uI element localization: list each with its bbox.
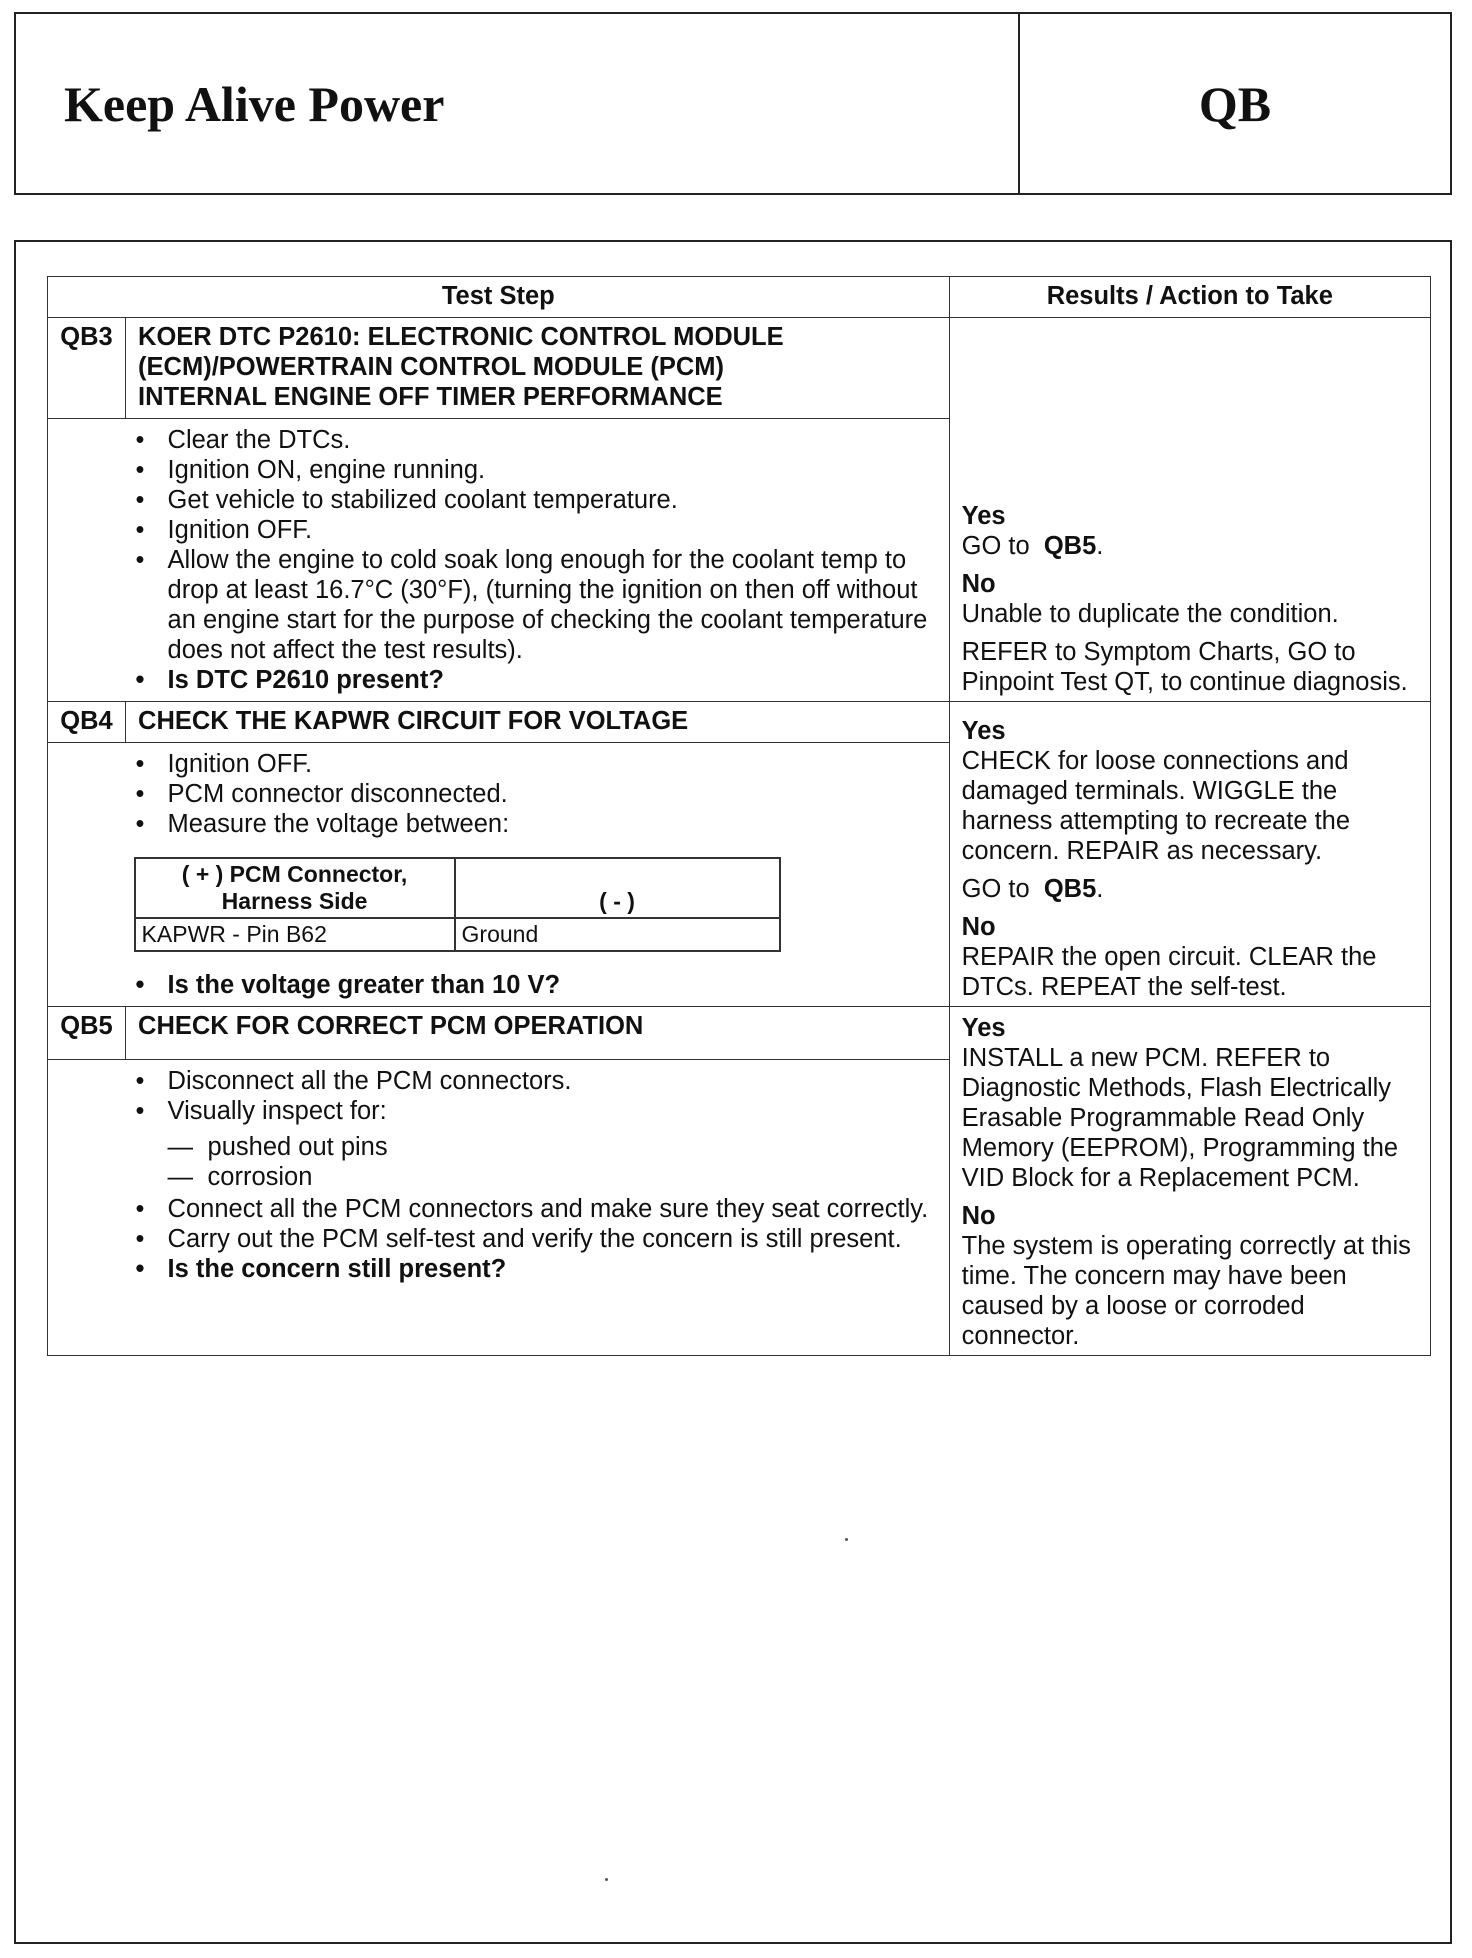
list-item: • Ignition OFF. bbox=[126, 515, 941, 545]
result-no-text: REPAIR the open circuit. CLEAR the DTCs. REPEAT the self-test. bbox=[961, 943, 1377, 1001]
list-item: • Ignition OFF. bbox=[126, 749, 941, 779]
list-item: • PCM connector disconnected. bbox=[126, 779, 941, 809]
step-body bbox=[126, 419, 950, 702]
result-no-text: Unable to duplicate the condition. bbox=[961, 600, 1339, 628]
section-code: QB bbox=[1198, 75, 1272, 132]
step-result bbox=[949, 702, 1430, 1007]
step-title-row bbox=[48, 702, 1431, 743]
step-bullets bbox=[126, 1194, 941, 1284]
step-id: QB5 bbox=[48, 1007, 126, 1060]
list-item: • Disconnect all the PCM connectors. bbox=[126, 1066, 941, 1096]
step-id: QB4 bbox=[48, 702, 126, 743]
list-item: • Visually inspect for: bbox=[126, 1096, 941, 1126]
step-bullets bbox=[126, 1066, 941, 1126]
list-item: • Ignition ON, engine running. bbox=[126, 455, 941, 485]
page-title: Keep Alive Power bbox=[16, 14, 1020, 193]
step-body bbox=[126, 1059, 950, 1355]
step-title-row bbox=[48, 1007, 1431, 1060]
table-cell: Ground bbox=[455, 918, 780, 951]
step-title-line: (ECM)/POWERTRAIN CONTROL MODULE (PCM) bbox=[138, 353, 725, 381]
step-bullets bbox=[126, 425, 941, 695]
result-yes-label: Yes bbox=[961, 1014, 1006, 1042]
result-no-text: The system is operating correctly at this time. The concern may have been caused by a loose or corroded connector. bbox=[961, 1232, 1411, 1350]
list-item: — corrosion bbox=[168, 1162, 941, 1192]
result-no-text-2: REFER to Symptom Charts, GO to Pinpoint Test QT, to continue diagnosis. bbox=[961, 638, 1408, 696]
goto-text: GO to bbox=[961, 875, 1030, 903]
list-item: • Carry out the PCM self-test and verify the concern is still present. bbox=[126, 1224, 941, 1254]
list-item: • Connect all the PCM connectors and make sure they seat correctly. bbox=[126, 1194, 941, 1224]
goto-text: GO to bbox=[961, 532, 1030, 560]
test-step-table bbox=[47, 276, 1431, 1356]
step-result bbox=[949, 1007, 1430, 1356]
step-title-line: INTERNAL ENGINE OFF TIMER PERFORMANCE bbox=[138, 383, 723, 411]
test-step-header: Test Step bbox=[48, 277, 950, 318]
list-item: • Get vehicle to stabilized coolant temperature. bbox=[126, 485, 941, 515]
result-yes-goto: GO to QB5. bbox=[961, 532, 1104, 560]
result-no-label: No bbox=[961, 570, 996, 598]
result-no-label: No bbox=[961, 1202, 996, 1230]
step-title: CHECK FOR CORRECT PCM OPERATION bbox=[126, 1007, 950, 1060]
measurement-table bbox=[134, 857, 781, 952]
list-item: — pushed out pins bbox=[168, 1132, 941, 1162]
table-row bbox=[135, 918, 780, 951]
table-cell: KAPWR - Pin B62 bbox=[135, 918, 455, 951]
step-title: CHECK THE KAPWR CIRCUIT FOR VOLTAGE bbox=[126, 702, 950, 743]
list-item: • Measure the voltage between: bbox=[126, 809, 941, 839]
step-bullets bbox=[126, 970, 941, 1000]
goto-target: QB5 bbox=[1043, 875, 1097, 903]
step-title-line: KOER DTC P2610: ELECTRONIC CONTROL MODULE bbox=[138, 323, 784, 351]
result-yes-label: Yes bbox=[961, 502, 1006, 530]
result-yes-goto: GO to QB5. bbox=[961, 875, 1104, 903]
goto-target: QB5 bbox=[1043, 532, 1097, 560]
step-result bbox=[949, 318, 1430, 702]
scan-speck bbox=[845, 1538, 848, 1541]
step-id: QB3 bbox=[48, 318, 126, 419]
result-yes-text: INSTALL a new PCM. REFER to Diagnostic Methods, Flash Electrically Erasable Programmable Read Only Memory (EEPROM), Programming the VID Block for a Replacement PCM. bbox=[961, 1044, 1399, 1192]
list-item: • Allow the engine to cold soak long enough for the coolant temp to drop at least 16.7°C (30°F), (turning the ignition on then off without an engine start for the purpose of checking the coolant temperature does not affect the test results). bbox=[126, 545, 941, 665]
measurement-col-positive: ( + ) PCM Connector, Harness Side bbox=[135, 858, 455, 918]
measurement-col-negative: ( - ) bbox=[455, 858, 780, 918]
result-yes-text: CHECK for loose connections and damaged terminals. WIGGLE the harness attempting to recreate the concern. REPAIR as necessary. bbox=[961, 747, 1351, 865]
step-title-row bbox=[48, 318, 1431, 419]
step-title bbox=[126, 318, 950, 419]
results-header: Results / Action to Take bbox=[949, 277, 1430, 318]
step-question: • Is the concern still present? bbox=[126, 1254, 941, 1284]
list-item: • Clear the DTCs. bbox=[126, 425, 941, 455]
step-question: • Is DTC P2610 present? bbox=[126, 665, 941, 695]
result-yes-label: Yes bbox=[961, 717, 1006, 745]
step-bullets bbox=[126, 749, 941, 839]
table-header-row bbox=[48, 277, 1431, 318]
dash-list bbox=[168, 1132, 941, 1192]
result-no-label: No bbox=[961, 913, 996, 941]
step-question: • Is the voltage greater than 10 V? bbox=[126, 970, 941, 1000]
page-header bbox=[14, 12, 1452, 195]
step-body bbox=[126, 743, 950, 1007]
scan-speck bbox=[605, 1878, 608, 1881]
